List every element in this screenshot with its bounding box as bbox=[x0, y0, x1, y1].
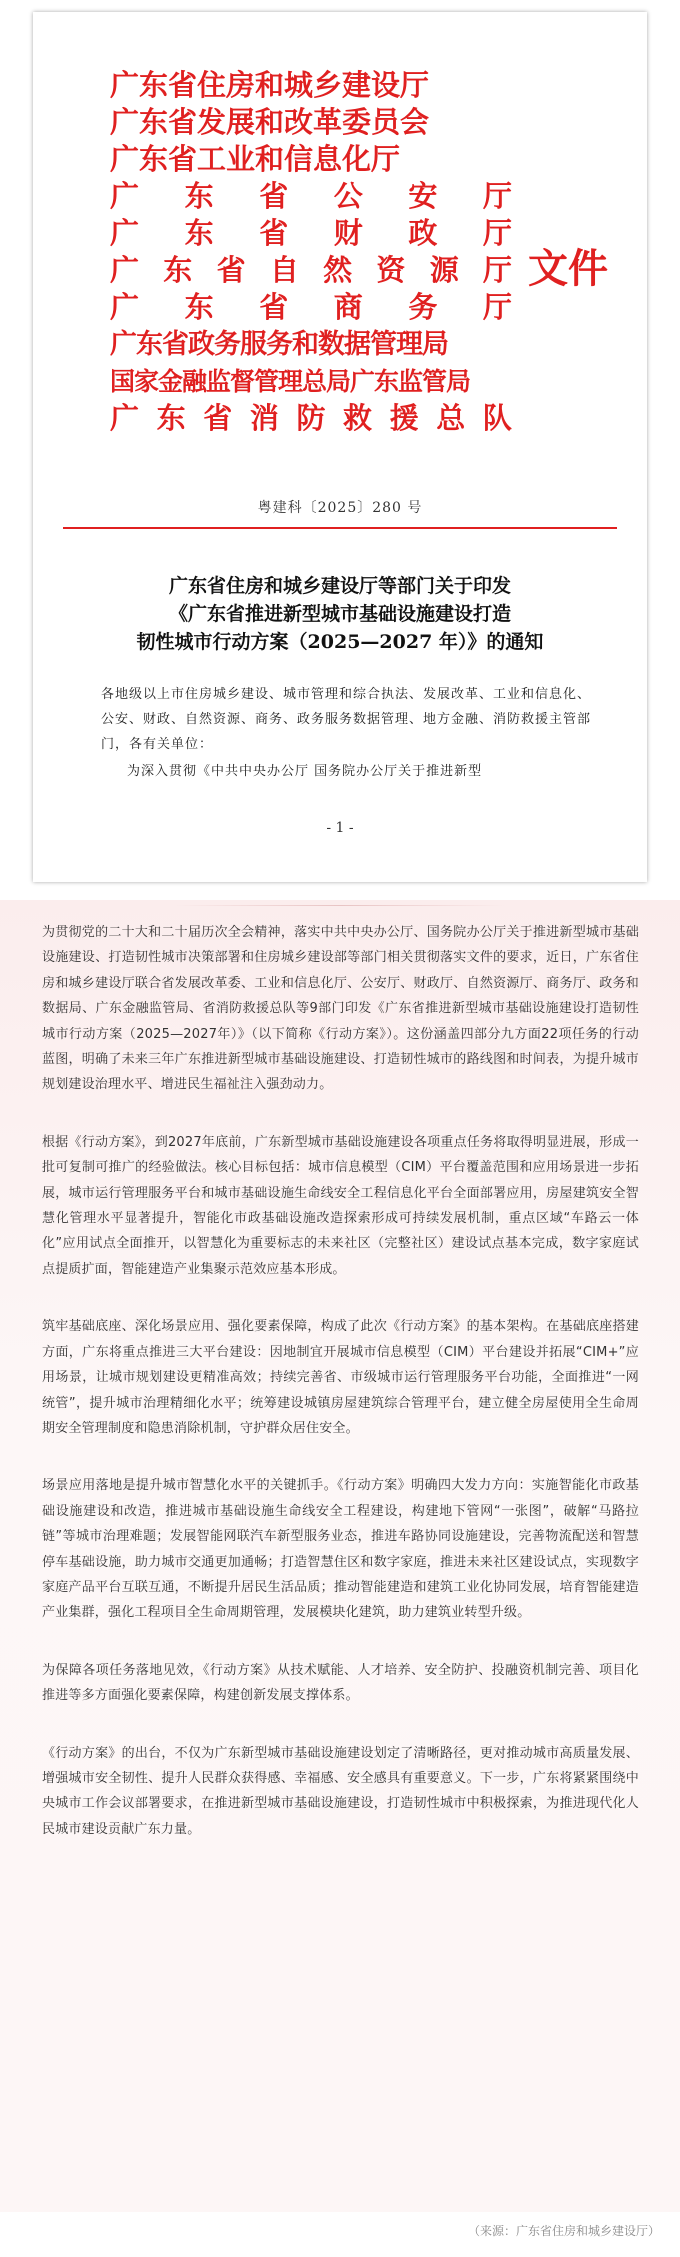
source-credit: （来源：广东省住房和城乡建设厅） bbox=[467, 2224, 660, 2238]
title-line: 《广东省推进新型城市基础设施建设打造 bbox=[168, 603, 511, 625]
agency-line bbox=[110, 178, 512, 215]
agency-char: 厅 bbox=[482, 253, 512, 287]
document-title bbox=[63, 572, 617, 656]
document-number: 粤建科〔2025〕280 号 bbox=[257, 500, 423, 516]
article-paragraph: 场景应用落地是提升城市智慧化水平的关键抓手。《行动方案》明确四大发力方向：实施智能化市政基础设施建设和改造，推进城市基础设施生命线安全工程建设，构建地下管网“一张图”，破解“马路拉链”等城市治理难题；发展智能网联汽车新型服务业态，推进车路协同设施建设，完善物流配送和智慧停车基础设施，助力城市交通更加通畅；打造智慧住区和数字家庭，推进未来社区建设试点，实现数字家庭产品平台互联互通，不断提升居民生活品质；推动智能建造和建筑工业化协同发展，培育智能建造产业集群，强化工程项目全生命周期管理，发展模块化建筑，助力建筑业转型升级。 bbox=[42, 1478, 639, 1621]
agency-char: 救 bbox=[343, 401, 373, 435]
article-paragraph: 根据《行动方案》，到2027年底前，广东新型城市基础设施建设各项重点任务将取得明显进展，形成一批可复制可推广的经验做法。核心目标包括：城市信息模型（CIM）平台覆盖范围和应用场景进一步拓展，城市运行管理服务平台和城市基础设施生命线安全工程信息化平台全面部署应用，房屋建筑安全智慧化管理水平显著提升，智能化市政基础设施改造探索形成可持续发展机制，重点区域“车路云一体化”应用试点全面推开，以智慧化为重要标志的未来社区（完整社区）建设试点基本完成，数字家庭试点提质扩面，智能建造产业集聚示范效应基本形成。 bbox=[42, 1134, 639, 1277]
document-page bbox=[33, 12, 647, 882]
agency-char: 省 bbox=[259, 179, 289, 213]
agency-char: 广 bbox=[110, 179, 140, 213]
agency-char: 公 bbox=[333, 179, 363, 213]
agency-line bbox=[110, 400, 512, 437]
agency-char: 援 bbox=[389, 401, 419, 435]
agency-char: 务 bbox=[408, 290, 438, 324]
agency-char: 广 bbox=[110, 253, 140, 287]
agency-char: 商 bbox=[333, 290, 363, 324]
agency-char: 省 bbox=[216, 253, 246, 287]
agency-char: 资 bbox=[376, 253, 406, 287]
agency-line: 广东省工业和信息化厅 bbox=[110, 142, 401, 176]
document-label: 文件 bbox=[528, 245, 608, 292]
agency-line bbox=[110, 289, 512, 326]
agency-char: 东 bbox=[184, 179, 214, 213]
agency-line: 广东省发展和改革委员会 bbox=[110, 105, 430, 139]
agency-char: 东 bbox=[156, 401, 186, 435]
agency-char: 总 bbox=[436, 401, 466, 435]
agency-char: 厅 bbox=[482, 290, 512, 324]
agency-line bbox=[110, 252, 512, 289]
agency-char: 财 bbox=[333, 216, 363, 250]
issuing-agencies bbox=[110, 67, 512, 437]
agency-char: 自 bbox=[269, 253, 299, 287]
agency-char: 厅 bbox=[482, 216, 512, 250]
document-scan bbox=[0, 0, 680, 895]
agency-char: 广 bbox=[110, 401, 140, 435]
agency-char: 然 bbox=[323, 253, 353, 287]
article-body bbox=[0, 900, 680, 2212]
agency-char: 政 bbox=[408, 216, 438, 250]
article-content bbox=[42, 920, 639, 1874]
agency-char: 防 bbox=[296, 401, 326, 435]
red-separator-line bbox=[63, 527, 617, 529]
agency-line: 国家金融监督管理总局广东监管局 bbox=[110, 367, 471, 396]
agency-char: 省 bbox=[259, 290, 289, 324]
agency-char: 省 bbox=[259, 216, 289, 250]
agency-char: 东 bbox=[163, 253, 193, 287]
title-line: 广东省住房和城乡建设厅等部门关于印发 bbox=[168, 575, 511, 597]
agency-char: 省 bbox=[203, 401, 233, 435]
agency-line: 广东省政务服务和数据管理局 bbox=[110, 329, 448, 360]
agency-char: 队 bbox=[482, 401, 512, 435]
article-paragraph: 为贯彻党的二十大和二十届历次全会精神，落实中共中央办公厅、国务院办公厅关于推进新型城市基础设施建设、打造韧性城市决策部署和住房城乡建设部等部门相关贯彻落实文件的要求，近日，广东省住房和城乡建设厅联合省发展改革委、工业和信息化厅、公安厅、财政厅、自然资源厅、商务厅、政务和数据局、广东金融监管局、省消防救援总队等9部门印发《广东省推进新型城市基础设施建设打造韧性城市行动方案（2025—2027年）》（以下简称《行动方案》）。这份涵盖四部分九方面22项任务的行动蓝图，明确了未来三年广东推进新型城市基础设施建设、打造韧性城市的路线图和时间表，为提升城市规划建设治理水平、增进民生福祉注入强劲动力。 bbox=[42, 925, 639, 1093]
page-number: - 1 - bbox=[326, 820, 354, 836]
opening-line: 为深入贯彻《中共中央办公厅 国务院办公厅关于推进新型 bbox=[127, 764, 483, 779]
agency-line: 广东省住房和城乡建设厅 bbox=[110, 68, 430, 102]
title-line: 韧性城市行动方案（2025—2027 年）》的通知 bbox=[136, 631, 544, 653]
agency-char: 东 bbox=[184, 290, 214, 324]
article-paragraph: 为保障各项任务落地见效，《行动方案》从技术赋能、人才培养、安全防护、投融资机制完善、项目化推进等多方面强化要素保障，构建创新发展支撑体系。 bbox=[42, 1662, 639, 1704]
addressee: 各地级以上市住房城乡建设、城市管理和综合执法、发展改革、工业和信息化、公安、财政、自然资源、商务、政务服务数据管理、地方金融、消防救援主管部门，各有关单位： bbox=[101, 687, 592, 752]
article-paragraph: 《行动方案》的出台，不仅为广东新型城市基础设施建设划定了清晰路径，更对推动城市高质量发展、增强城市安全韧性、提升人民群众获得感、幸福感、安全感具有重要意义。下一步，广东将紧紧围绕中央城市工作会议部署要求，在推进新型城市基础设施建设，打造韧性城市中积极探索，为推进现代化人民城市建设贡献广东力量。 bbox=[42, 1745, 639, 1837]
agency-char: 消 bbox=[249, 401, 279, 435]
agency-char: 东 bbox=[184, 216, 214, 250]
section-divider bbox=[175, 905, 505, 906]
agency-char: 源 bbox=[429, 253, 459, 287]
agency-char: 广 bbox=[110, 290, 140, 324]
agency-char: 广 bbox=[110, 216, 140, 250]
article-paragraph: 筑牢基础底座、深化场景应用、强化要素保障，构成了此次《行动方案》的基本架构。在基础底座搭建方面，广东将重点推进三大平台建设：因地制宜开展城市信息模型（CIM）平台建设并拓展“CIM+”应用场景，让城市规划建设更精准高效；持续完善省、市级城市运行管理服务平台功能，全面推进“一网统管”，提升城市治理精细化水平；统筹建设城镇房屋建筑综合管理平台，建立健全房屋使用全生命周期安全管理制度和隐患消除机制，守护群众居住安全。 bbox=[42, 1319, 639, 1436]
agency-char: 厅 bbox=[482, 179, 512, 213]
agency-char: 安 bbox=[408, 179, 438, 213]
agency-line bbox=[110, 215, 512, 252]
